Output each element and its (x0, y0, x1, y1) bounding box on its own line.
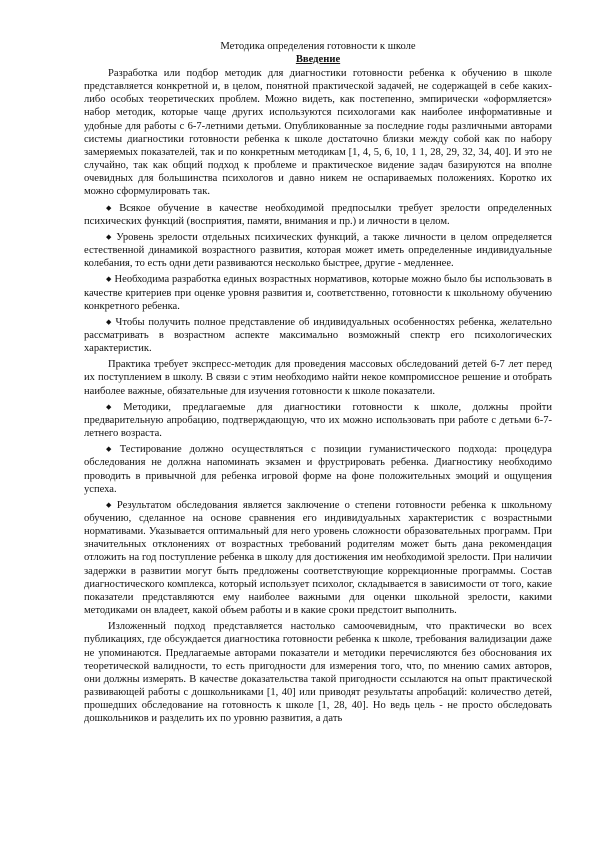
bullet-paragraph-6 (84, 443, 552, 496)
paragraph-text: Уровень зрелости отдельных психических функций, а также личности в целом определяется естественной динамикой возрастного развития, которая может иметь определенные индивидуальные колебания, то есть одни дети развиваются несколько быстрее, другие - медленнее. (84, 231, 552, 270)
paragraph-text: Разработка или подбор методик для диагностики готовности ребенка к обучению в школе представляется конкретной и, в целом, понятной практической задачей, не содержащей в себе каких-либо особых теоретических проблем. Можно видеть, как постепенно, эмпирически «оформляется» набор методик, которые чаще других используются психологами как наиболее информативные и удобные для работы с 6-7-летними детьми. Опубликованные за последние годы различными авторами системы диагностики готовности ребенка к школе достаточно близки между собой как по набору замеряемых показателей, так и по конкретным методикам [1, 4, 5, 6, 10, 1 1, 28, 29, 32, 34, 40]. И это не случайно, так как общий подход к проблеме и практическое видение задач базируются на вполне очевидных для большинства психологов и давно никем не оспариваемых положениях. Коротко их можно сформулировать так. (84, 68, 552, 198)
intro-paragraph (84, 67, 552, 199)
bullet-paragraph-4 (84, 316, 552, 355)
bullet-paragraph-2 (84, 231, 552, 270)
bullet-icon: ◆ (106, 275, 112, 284)
bullet-icon: ◆ (106, 203, 117, 212)
bullet-icon: ◆ (106, 445, 117, 454)
paragraph-text: Практика требует экспресс-методик для проведения массовых обследований детей 6-7 лет перед их поступлением в школу. В связи с этим необходимо найти некое компромиссное решение и отобрать наиболее важные, обязательные для изучения готовности к школе показатели. (84, 359, 552, 397)
bullet-paragraph-5 (84, 401, 552, 440)
bullet-paragraph-3 (84, 273, 552, 312)
paragraph-text: Необходима разработка единых возрастных нормативов, которые можно было бы использовать в качестве критериев при оценке уровня развития и, соответственно, готовности к школьному обучению конкретного ребенка. (84, 274, 552, 312)
paragraph-text: Чтобы получить полное представление об индивидуальных особенностях ребенка, желательно рассматривать в возрастном аспекте максимально возможный спектр его психологических характеристик. (84, 316, 553, 355)
practice-paragraph (84, 358, 552, 397)
paragraph-text: Всякое обучение в качестве необходимой предпосылки требует зрелости определенных психических функций (восприятия, памяти, внимания и пр.) и личности в целом. (84, 202, 552, 227)
paragraph-text: Результатом обследования является заключение о степени готовности ребенка к школьному обучению, сделанное на основе сравнения его индивидуальных характеристик с возрастными нормативами. Указывается оптимальный для него уровень сложности образовательных программ. При значительных отклонениях от возрастных требований родителям может быть дана рекомендация отложить на год поступление ребенка в школу для достижения им необходимой зрелости. При наличии задержки в развитии могут быть предложены соответствующие коррекционные программы. Состав диагностического комплекса, который использует психолог, складывается в зависимости от того, какие показатели представляются ему наиболее важными для оценки школьной зрелости, какими методиками он владеет, какой объем работы и в какие сроки предстоит выполнить. (84, 499, 552, 617)
bullet-paragraph-7 (84, 499, 552, 617)
bullet-icon: ◆ (106, 232, 114, 241)
bullet-icon: ◆ (106, 402, 121, 411)
bullet-paragraph-1 (84, 202, 552, 228)
closing-paragraph (84, 620, 552, 725)
section-heading: Введение (295, 54, 341, 65)
paragraph-text: Методики, предлагаемые для диагностики готовности к школе, должны пройти предварительную апробацию, подтверждающую, что их можно использовать при работе с детьми 6-7-летнего возраста. (84, 401, 552, 440)
document-title: Методика определения готовности к школе (220, 41, 416, 52)
bullet-icon: ◆ (106, 317, 113, 326)
paragraph-text: Изложенный подход представляется настолько самоочевидным, что практически во всех публикациях, где обсуждается диагностика готовности ребенка к школе, требования валидизации даже не упоминаются. Предлагаемые авторами показатели и методики перечисляются без обоснования их теоретической валидности, то есть пригодности для измерения того, что, по мнению самих авторов, они должны измерять. В качестве доказательства такой пригодности ссылаются на опыт практической развивающей работы с дошкольниками [1, 40] или приводят результаты апробаций: количество детей, прошедших обследование на готовность к школе [1, 28, 40]. Но ведь цель - не просто обследовать дошкольников и разделить их по уровню развития, а дать (84, 621, 552, 725)
paragraph-text: Тестирование должно осуществляться с позиции гуманистического подхода: процедура обследования не должна напоминать экзамен и фрустрировать ребенка. Диагностику необходимо проводить в привычной для ребенка игровой форме на фоне положительных эмоций и ощущения успеха. (84, 444, 552, 495)
bullet-icon: ◆ (106, 500, 114, 509)
document-body (84, 40, 552, 726)
